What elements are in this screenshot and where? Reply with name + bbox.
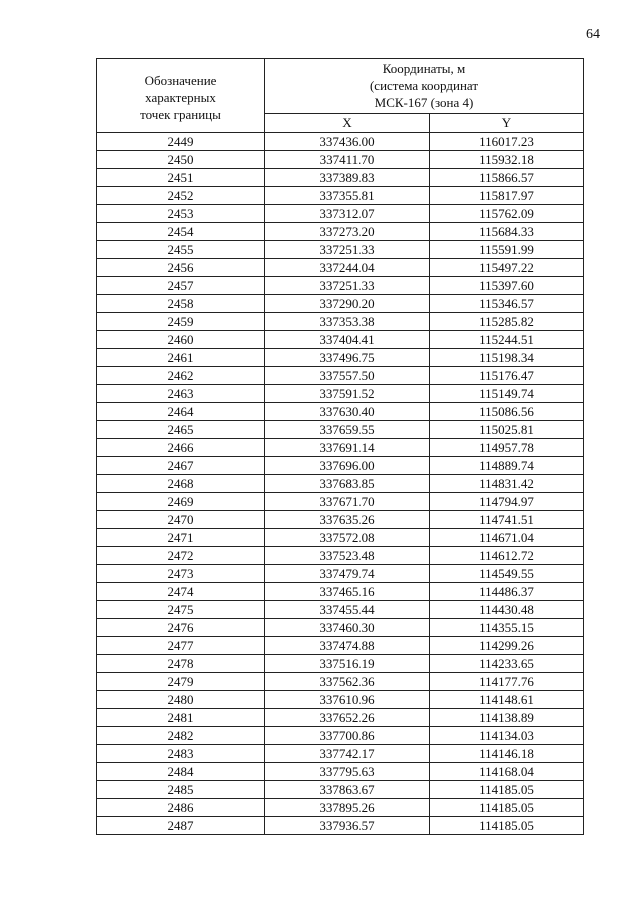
table-row (97, 547, 584, 565)
y-coordinate-cell: 115397.60 (430, 277, 584, 295)
x-coordinate-cell: 337652.26 (265, 709, 430, 727)
x-coordinate-cell: 337516.19 (265, 655, 430, 673)
y-coordinate-cell: 114355.15 (430, 619, 584, 637)
x-coordinate-cell: 337353.38 (265, 313, 430, 331)
point-number-cell: 2476 (97, 619, 265, 637)
y-coordinate-cell: 114185.05 (430, 781, 584, 799)
point-header-line: точек границы (140, 107, 221, 122)
y-coordinate-cell: 115176.47 (430, 367, 584, 385)
table-row (97, 385, 584, 403)
y-coordinate-cell: 114185.05 (430, 817, 584, 835)
y-coordinate-cell: 115817.97 (430, 187, 584, 205)
y-coordinate-cell: 115684.33 (430, 223, 584, 241)
x-coordinate-cell: 337496.75 (265, 349, 430, 367)
y-coordinate-cell: 115866.57 (430, 169, 584, 187)
x-coordinate-cell: 337659.55 (265, 421, 430, 439)
point-number-cell: 2470 (97, 511, 265, 529)
point-number-cell: 2477 (97, 637, 265, 655)
table-row (97, 241, 584, 259)
y-coordinate-cell: 116017.23 (430, 133, 584, 151)
point-number-cell: 2453 (97, 205, 265, 223)
x-column-header: X (265, 114, 430, 133)
x-coordinate-cell: 337244.04 (265, 259, 430, 277)
x-coordinate-cell: 337523.48 (265, 547, 430, 565)
x-coordinate-cell: 337630.40 (265, 403, 430, 421)
point-number-cell: 2479 (97, 673, 265, 691)
x-coordinate-cell: 337465.16 (265, 583, 430, 601)
table-row (97, 349, 584, 367)
y-column-header: Y (430, 114, 584, 133)
x-coordinate-cell: 337411.70 (265, 151, 430, 169)
table-row (97, 583, 584, 601)
point-number-cell: 2486 (97, 799, 265, 817)
x-coordinate-cell: 337591.52 (265, 385, 430, 403)
x-coordinate-cell: 337700.86 (265, 727, 430, 745)
y-coordinate-cell: 115025.81 (430, 421, 584, 439)
table-row (97, 673, 584, 691)
y-coordinate-cell: 114430.48 (430, 601, 584, 619)
point-number-cell: 2482 (97, 727, 265, 745)
x-coordinate-cell: 337562.36 (265, 673, 430, 691)
y-coordinate-cell: 114549.55 (430, 565, 584, 583)
point-number-cell: 2481 (97, 709, 265, 727)
x-coordinate-cell: 337389.83 (265, 169, 430, 187)
x-coordinate-cell: 337696.00 (265, 457, 430, 475)
point-number-cell: 2459 (97, 313, 265, 331)
table-row (97, 313, 584, 331)
table-row (97, 601, 584, 619)
y-coordinate-cell: 114671.04 (430, 529, 584, 547)
y-coordinate-cell: 114794.97 (430, 493, 584, 511)
x-coordinate-cell: 337474.88 (265, 637, 430, 655)
table-row (97, 169, 584, 187)
y-coordinate-cell: 114168.04 (430, 763, 584, 781)
x-coordinate-cell: 337290.20 (265, 295, 430, 313)
x-coordinate-cell: 337460.30 (265, 619, 430, 637)
y-coordinate-cell: 114957.78 (430, 439, 584, 457)
point-number-cell: 2483 (97, 745, 265, 763)
y-coordinate-cell: 114831.42 (430, 475, 584, 493)
x-coordinate-cell: 337251.33 (265, 241, 430, 259)
y-coordinate-cell: 114889.74 (430, 457, 584, 475)
point-number-cell: 2466 (97, 439, 265, 457)
point-number-cell: 2464 (97, 403, 265, 421)
point-number-cell: 2471 (97, 529, 265, 547)
point-number-cell: 2463 (97, 385, 265, 403)
table-row (97, 403, 584, 421)
table-row (97, 421, 584, 439)
x-coordinate-cell: 337671.70 (265, 493, 430, 511)
table-row (97, 439, 584, 457)
y-coordinate-cell: 115149.74 (430, 385, 584, 403)
y-coordinate-cell: 114299.26 (430, 637, 584, 655)
x-coordinate-cell: 337251.33 (265, 277, 430, 295)
coordinates-column-header (265, 59, 584, 114)
table-row (97, 709, 584, 727)
y-coordinate-cell: 114148.61 (430, 691, 584, 709)
table-row (97, 457, 584, 475)
point-number-cell: 2480 (97, 691, 265, 709)
y-coordinate-cell: 115932.18 (430, 151, 584, 169)
point-number-cell: 2474 (97, 583, 265, 601)
point-number-cell: 2461 (97, 349, 265, 367)
point-number-cell: 2475 (97, 601, 265, 619)
y-coordinate-cell: 114138.89 (430, 709, 584, 727)
point-header-line: характерных (145, 90, 216, 105)
y-coordinate-cell: 114146.18 (430, 745, 584, 763)
table-row (97, 817, 584, 835)
y-coordinate-cell: 115086.56 (430, 403, 584, 421)
x-coordinate-cell: 337610.96 (265, 691, 430, 709)
table-row (97, 799, 584, 817)
y-coordinate-cell: 114486.37 (430, 583, 584, 601)
x-coordinate-cell: 337895.26 (265, 799, 430, 817)
point-number-cell: 2472 (97, 547, 265, 565)
point-number-cell: 2469 (97, 493, 265, 511)
table-row (97, 331, 584, 349)
x-coordinate-cell: 337635.26 (265, 511, 430, 529)
point-number-cell: 2449 (97, 133, 265, 151)
y-coordinate-cell: 114741.51 (430, 511, 584, 529)
y-coordinate-cell: 114612.72 (430, 547, 584, 565)
page-number: 64 (586, 27, 600, 42)
x-coordinate-cell: 337273.20 (265, 223, 430, 241)
point-number-cell: 2452 (97, 187, 265, 205)
point-number-cell: 2454 (97, 223, 265, 241)
point-number-cell: 2450 (97, 151, 265, 169)
table-row (97, 529, 584, 547)
table-row (97, 511, 584, 529)
point-number-cell: 2484 (97, 763, 265, 781)
x-coordinate-cell: 337455.44 (265, 601, 430, 619)
point-number-cell: 2455 (97, 241, 265, 259)
y-coordinate-cell: 115762.09 (430, 205, 584, 223)
table-row (97, 493, 584, 511)
y-coordinate-cell: 114233.65 (430, 655, 584, 673)
table-row (97, 187, 584, 205)
y-coordinate-cell: 114185.05 (430, 799, 584, 817)
table-row (97, 691, 584, 709)
point-column-header (97, 59, 265, 133)
y-coordinate-cell: 114177.76 (430, 673, 584, 691)
table-row (97, 223, 584, 241)
x-coordinate-cell: 337936.57 (265, 817, 430, 835)
x-coordinate-cell: 337557.50 (265, 367, 430, 385)
point-number-cell: 2458 (97, 295, 265, 313)
table-row (97, 781, 584, 799)
table-row (97, 763, 584, 781)
x-coordinate-cell: 337795.63 (265, 763, 430, 781)
table-row (97, 727, 584, 745)
table-header (97, 59, 584, 133)
y-coordinate-cell: 115285.82 (430, 313, 584, 331)
y-coordinate-cell: 115591.99 (430, 241, 584, 259)
point-number-cell: 2485 (97, 781, 265, 799)
coords-header-line: МСК-167 (зона 4) (374, 95, 474, 110)
point-number-cell: 2473 (97, 565, 265, 583)
coordinates-table (96, 58, 584, 835)
x-coordinate-cell: 337863.67 (265, 781, 430, 799)
x-coordinate-cell: 337436.00 (265, 133, 430, 151)
table-row (97, 133, 584, 151)
x-coordinate-cell: 337683.85 (265, 475, 430, 493)
coords-header-line: (система координат (369, 78, 479, 93)
point-number-cell: 2456 (97, 259, 265, 277)
x-coordinate-cell: 337312.07 (265, 205, 430, 223)
x-coordinate-cell: 337572.08 (265, 529, 430, 547)
table-row (97, 259, 584, 277)
x-coordinate-cell: 337691.14 (265, 439, 430, 457)
point-number-cell: 2487 (97, 817, 265, 835)
table-body (97, 133, 584, 835)
point-number-cell: 2478 (97, 655, 265, 673)
table-row (97, 619, 584, 637)
x-coordinate-cell: 337742.17 (265, 745, 430, 763)
point-number-cell: 2465 (97, 421, 265, 439)
table-row (97, 475, 584, 493)
table-row (97, 277, 584, 295)
x-coordinate-cell: 337355.81 (265, 187, 430, 205)
point-number-cell: 2451 (97, 169, 265, 187)
table-row (97, 565, 584, 583)
y-coordinate-cell: 115244.51 (430, 331, 584, 349)
table-row (97, 205, 584, 223)
coords-header-line: Координаты, м (382, 61, 466, 76)
y-coordinate-cell: 115497.22 (430, 259, 584, 277)
y-coordinate-cell: 114134.03 (430, 727, 584, 745)
y-coordinate-cell: 115346.57 (430, 295, 584, 313)
table-row (97, 745, 584, 763)
x-coordinate-cell: 337479.74 (265, 565, 430, 583)
point-number-cell: 2467 (97, 457, 265, 475)
table-row (97, 367, 584, 385)
table-row (97, 151, 584, 169)
point-number-cell: 2457 (97, 277, 265, 295)
y-coordinate-cell: 115198.34 (430, 349, 584, 367)
table-row (97, 637, 584, 655)
table-row (97, 655, 584, 673)
point-number-cell: 2460 (97, 331, 265, 349)
point-number-cell: 2462 (97, 367, 265, 385)
x-coordinate-cell: 337404.41 (265, 331, 430, 349)
point-number-cell: 2468 (97, 475, 265, 493)
table-row (97, 295, 584, 313)
point-header-line: Обозначение (144, 73, 217, 88)
